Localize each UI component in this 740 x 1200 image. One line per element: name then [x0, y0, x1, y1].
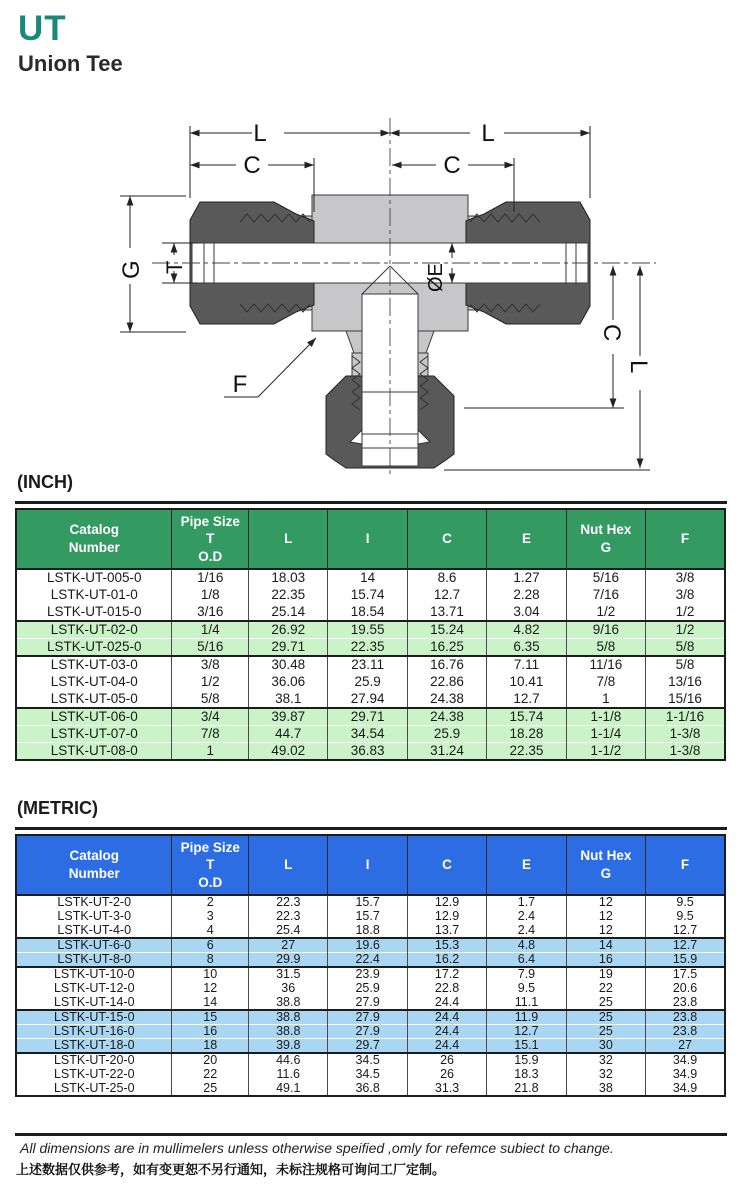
table-cell: 34.9 — [646, 1053, 725, 1068]
table-cell: 9.5 — [646, 895, 725, 910]
table-cell: 12.9 — [407, 910, 486, 924]
table-cell: 32 — [566, 1053, 645, 1068]
table-cell: LSTK-UT-25-0 — [16, 1082, 172, 1097]
table-cell: 6.35 — [487, 639, 566, 657]
table-cell: 10.41 — [487, 674, 566, 691]
table-cell: 25 — [566, 1010, 645, 1025]
table-cell: 1 — [566, 691, 645, 709]
table-cell: 23.9 — [328, 967, 407, 982]
table-cell: 22.35 — [487, 743, 566, 761]
table-cell: 1/8 — [172, 587, 249, 604]
table-cell: 44.7 — [249, 726, 328, 743]
table-cell: 38.1 — [249, 691, 328, 709]
table-cell: LSTK-UT-05-0 — [16, 691, 172, 709]
table-cell: LSTK-UT-025-0 — [16, 639, 172, 657]
table-cell: 32 — [566, 1068, 645, 1082]
column-header: F — [646, 509, 725, 569]
table-row — [16, 569, 725, 587]
table-cell: 1/2 — [566, 604, 645, 622]
table-cell: 30.48 — [249, 656, 328, 674]
table-cell: 9/16 — [566, 621, 645, 639]
column-header: F — [646, 835, 725, 895]
table-cell: 22 — [566, 982, 645, 996]
dim-label-C-right: C — [598, 324, 625, 342]
product-title: Union Tee — [18, 50, 123, 76]
table-cell: 8 — [172, 953, 249, 968]
table-cell: LSTK-UT-15-0 — [16, 1010, 172, 1025]
dim-label-T: T — [162, 260, 187, 274]
table-cell: LSTK-UT-22-0 — [16, 1068, 172, 1082]
table-cell: 27.9 — [328, 996, 407, 1011]
column-header: Catalog Number — [16, 509, 172, 569]
table-cell: 4.8 — [487, 938, 566, 953]
product-code: UT — [18, 9, 67, 48]
table-cell: 1-1/2 — [566, 743, 645, 761]
table-cell: 16.76 — [407, 656, 486, 674]
table-row — [16, 743, 725, 761]
table-cell: 13.71 — [407, 604, 486, 622]
table-cell: 5/8 — [172, 691, 249, 709]
table-cell: 23.11 — [328, 656, 407, 674]
table-cell: 29.71 — [328, 708, 407, 726]
table-cell: 23.8 — [646, 1010, 725, 1025]
table-row — [16, 996, 725, 1011]
table-cell: LSTK-UT-2-0 — [16, 895, 172, 910]
inch-table — [15, 508, 726, 761]
table-cell: 29.7 — [328, 1039, 407, 1054]
table-cell: 14 — [566, 938, 645, 953]
table-cell: 44.6 — [249, 1053, 328, 1068]
table-cell: 36 — [249, 982, 328, 996]
table-cell: 19.6 — [328, 938, 407, 953]
table-cell: 38 — [566, 1082, 645, 1097]
table-cell: 31.3 — [407, 1082, 486, 1097]
table-cell: 18.03 — [249, 569, 328, 587]
table-cell: 1-3/8 — [646, 743, 725, 761]
table-cell: 25 — [566, 1025, 645, 1039]
table-row — [16, 674, 725, 691]
table-cell: 1-1/4 — [566, 726, 645, 743]
table-row — [16, 1082, 725, 1097]
footer-note-en: All dimensions are in mullimelers unless otherwise speified ,omly for refemce subiect to change. — [20, 1140, 614, 1156]
table-cell: 2 — [172, 895, 249, 910]
table-cell: 30 — [566, 1039, 645, 1054]
table-cell: 29.71 — [249, 639, 328, 657]
table-cell: LSTK-UT-12-0 — [16, 982, 172, 996]
table-cell: 12 — [566, 895, 645, 910]
column-header: E — [487, 835, 566, 895]
table-cell: 1/2 — [646, 621, 725, 639]
table-cell: 27.9 — [328, 1010, 407, 1025]
table-row — [16, 910, 725, 924]
table-cell: 17.2 — [407, 967, 486, 982]
table-cell: 22.86 — [407, 674, 486, 691]
table-cell: 24.38 — [407, 708, 486, 726]
table-row — [16, 1039, 725, 1054]
inch-section-label: (INCH) — [17, 472, 73, 492]
table-cell: 9.5 — [646, 910, 725, 924]
metric-table — [15, 834, 726, 1097]
table-row — [16, 587, 725, 604]
table-cell: LSTK-UT-10-0 — [16, 967, 172, 982]
table-cell: 25.9 — [328, 982, 407, 996]
table-cell: 12.7 — [487, 1025, 566, 1039]
table-cell: 15 — [172, 1010, 249, 1025]
table-cell: 5/8 — [646, 639, 725, 657]
table-cell: 38.8 — [249, 996, 328, 1011]
table-row — [16, 726, 725, 743]
table-row — [16, 691, 725, 709]
table-cell: 9.5 — [487, 982, 566, 996]
dim-label-C-top-right: C — [443, 152, 461, 179]
table-cell: 22 — [172, 1068, 249, 1082]
table-cell: 25.9 — [328, 674, 407, 691]
table-row — [16, 1053, 725, 1068]
table-cell: 12.9 — [407, 895, 486, 910]
table-cell: 36.8 — [328, 1082, 407, 1097]
table-row — [16, 708, 725, 726]
table-cell: 27.9 — [328, 1025, 407, 1039]
table-cell: 3 — [172, 910, 249, 924]
table-cell: 1.7 — [487, 895, 566, 910]
metric-section-rule — [15, 827, 727, 830]
table-cell: 3/8 — [646, 569, 725, 587]
table-cell: 26 — [407, 1068, 486, 1082]
table-cell: LSTK-UT-14-0 — [16, 996, 172, 1011]
table-cell: 7.11 — [487, 656, 566, 674]
table-cell: 18.28 — [487, 726, 566, 743]
table-cell: 34.9 — [646, 1082, 725, 1097]
table-cell: LSTK-UT-015-0 — [16, 604, 172, 622]
page-header — [18, 10, 123, 77]
table-cell: 12 — [566, 924, 645, 939]
table-cell: 25 — [566, 996, 645, 1011]
table-cell: 3.04 — [487, 604, 566, 622]
table-cell: 1/4 — [172, 621, 249, 639]
table-cell: 21.8 — [487, 1082, 566, 1097]
table-cell: 16 — [172, 1025, 249, 1039]
table-cell: 22.8 — [407, 982, 486, 996]
table-cell: 29.9 — [249, 953, 328, 968]
table-cell: 25 — [172, 1082, 249, 1097]
table-cell: 22.3 — [249, 910, 328, 924]
table-cell: 22.4 — [328, 953, 407, 968]
table-cell: 18.3 — [487, 1068, 566, 1082]
table-cell: 12.7 — [646, 924, 725, 939]
table-cell: 34.5 — [328, 1068, 407, 1082]
table-cell: 3/4 — [172, 708, 249, 726]
table-row — [16, 953, 725, 968]
table-cell: 15.74 — [328, 587, 407, 604]
table-cell: 10 — [172, 967, 249, 982]
table-cell: 5/16 — [566, 569, 645, 587]
table-cell: 16 — [566, 953, 645, 968]
table-cell: 6.4 — [487, 953, 566, 968]
table-cell: LSTK-UT-07-0 — [16, 726, 172, 743]
dim-label-L-right: L — [625, 360, 652, 374]
table-cell: 1-1/16 — [646, 708, 725, 726]
table-cell: 12 — [566, 910, 645, 924]
table-cell: 20 — [172, 1053, 249, 1068]
table-cell: 18.54 — [328, 604, 407, 622]
table-cell: 15.1 — [487, 1039, 566, 1054]
table-cell: 39.8 — [249, 1039, 328, 1054]
table-cell: 24.4 — [407, 996, 486, 1011]
column-header: C — [407, 835, 486, 895]
table-cell: 17.5 — [646, 967, 725, 982]
table-cell: 15.9 — [487, 1053, 566, 1068]
table-cell: 15.7 — [328, 910, 407, 924]
column-header: Catalog Number — [16, 835, 172, 895]
table-cell: 13.7 — [407, 924, 486, 939]
table-cell: 11.9 — [487, 1010, 566, 1025]
table-cell: 2.4 — [487, 910, 566, 924]
table-cell: 27.94 — [328, 691, 407, 709]
table-cell: 12 — [172, 982, 249, 996]
table-row — [16, 1068, 725, 1082]
table-cell: 26 — [407, 1053, 486, 1068]
table-cell: 5/16 — [172, 639, 249, 657]
table-cell: 2.28 — [487, 587, 566, 604]
table-cell: 13/16 — [646, 674, 725, 691]
table-cell: 16.2 — [407, 953, 486, 968]
table-cell: 3/16 — [172, 604, 249, 622]
table-cell: 31.5 — [249, 967, 328, 982]
union-tee-diagram — [100, 108, 660, 478]
table-cell: 3/8 — [172, 656, 249, 674]
table-cell: 36.83 — [328, 743, 407, 761]
table-row — [16, 604, 725, 622]
table-cell: 8.6 — [407, 569, 486, 587]
table-cell: 1.27 — [487, 569, 566, 587]
table-cell: 1/16 — [172, 569, 249, 587]
table-cell: 49.02 — [249, 743, 328, 761]
table-cell: 1/2 — [172, 674, 249, 691]
table-cell: 15.9 — [646, 953, 725, 968]
table-cell: LSTK-UT-18-0 — [16, 1039, 172, 1054]
table-cell: 34.54 — [328, 726, 407, 743]
footer-rule — [15, 1133, 727, 1136]
table-cell: LSTK-UT-08-0 — [16, 743, 172, 761]
table-row — [16, 967, 725, 982]
table-cell: LSTK-UT-005-0 — [16, 569, 172, 587]
column-header: I — [328, 509, 407, 569]
footer-note-zh: 上述数据仅供参考，如有变更恕不另行通知，未标注规格可询问工厂定制。 — [16, 1162, 446, 1177]
table-cell: 18 — [172, 1039, 249, 1054]
table-cell: 27 — [646, 1039, 725, 1054]
table-row — [16, 639, 725, 657]
table-cell: 26.92 — [249, 621, 328, 639]
table-cell: 38.8 — [249, 1025, 328, 1039]
dim-label-C-top-left: C — [243, 152, 261, 179]
column-header: I — [328, 835, 407, 895]
table-cell: 3/8 — [646, 587, 725, 604]
table-cell: 12.7 — [407, 587, 486, 604]
table-cell: 19 — [566, 967, 645, 982]
table-cell: LSTK-UT-04-0 — [16, 674, 172, 691]
table-cell: 15.74 — [487, 708, 566, 726]
dim-label-F: F — [232, 371, 248, 398]
table-cell: 38.8 — [249, 1010, 328, 1025]
table-cell: 49.1 — [249, 1082, 328, 1097]
table-cell: LSTK-UT-6-0 — [16, 938, 172, 953]
inch-section-rule — [15, 501, 727, 504]
table-cell: 7/8 — [172, 726, 249, 743]
table-cell: 14 — [328, 569, 407, 587]
table-cell: 34.5 — [328, 1053, 407, 1068]
table-cell: LSTK-UT-3-0 — [16, 910, 172, 924]
table-cell: 4.82 — [487, 621, 566, 639]
table-cell: 24.4 — [407, 1010, 486, 1025]
table-cell: 15.24 — [407, 621, 486, 639]
table-cell: 2.4 — [487, 924, 566, 939]
table-cell: 22.35 — [249, 587, 328, 604]
table-cell: 34.9 — [646, 1068, 725, 1082]
table-cell: 14 — [172, 996, 249, 1011]
table-cell: 16.25 — [407, 639, 486, 657]
table-cell: LSTK-UT-16-0 — [16, 1025, 172, 1039]
table-cell: 18.8 — [328, 924, 407, 939]
table-row — [16, 938, 725, 953]
column-header: C — [407, 509, 486, 569]
table-cell: 24.38 — [407, 691, 486, 709]
table-cell: 22.3 — [249, 895, 328, 910]
table-cell: 1-1/8 — [566, 708, 645, 726]
table-cell: 19.55 — [328, 621, 407, 639]
inch-header-row — [16, 509, 725, 569]
column-header: Nut Hex G — [566, 509, 645, 569]
metric-section-label: (METRIC) — [17, 798, 98, 818]
table-cell: 31.24 — [407, 743, 486, 761]
table-cell: LSTK-UT-4-0 — [16, 924, 172, 939]
table-cell: 25.14 — [249, 604, 328, 622]
table-cell: 15.7 — [328, 895, 407, 910]
column-header: L — [249, 509, 328, 569]
table-cell: 15.3 — [407, 938, 486, 953]
table-cell: 11.1 — [487, 996, 566, 1011]
table-cell: 11/16 — [566, 656, 645, 674]
table-cell: 39.87 — [249, 708, 328, 726]
table-cell: 23.8 — [646, 996, 725, 1011]
table-cell: LSTK-UT-06-0 — [16, 708, 172, 726]
table-cell: 24.4 — [407, 1025, 486, 1039]
table-row — [16, 1025, 725, 1039]
table-cell: 15/16 — [646, 691, 725, 709]
table-cell: 20.6 — [646, 982, 725, 996]
table-row — [16, 982, 725, 996]
table-cell: 7/16 — [566, 587, 645, 604]
table-cell: 1-3/8 — [646, 726, 725, 743]
column-header: E — [487, 509, 566, 569]
table-row — [16, 621, 725, 639]
table-cell: 5/8 — [646, 656, 725, 674]
dim-label-OE: ØE — [425, 263, 447, 292]
table-cell: 1 — [172, 743, 249, 761]
metric-header-row — [16, 835, 725, 895]
column-header: Pipe Size T O.D — [172, 509, 249, 569]
dim-label-L-top-right: L — [481, 120, 495, 147]
table-cell: 22.35 — [328, 639, 407, 657]
table-row — [16, 924, 725, 939]
table-cell: 11.6 — [249, 1068, 328, 1082]
table-cell: 7/8 — [566, 674, 645, 691]
table-cell: LSTK-UT-02-0 — [16, 621, 172, 639]
table-cell: 4 — [172, 924, 249, 939]
table-cell: 7.9 — [487, 967, 566, 982]
table-cell: 12.7 — [646, 938, 725, 953]
dim-label-G: G — [118, 260, 145, 279]
table-cell: 1/2 — [646, 604, 725, 622]
table-cell: LSTK-UT-20-0 — [16, 1053, 172, 1068]
column-header: L — [249, 835, 328, 895]
table-row — [16, 895, 725, 910]
column-header: Nut Hex G — [566, 835, 645, 895]
table-cell: LSTK-UT-03-0 — [16, 656, 172, 674]
table-row — [16, 1010, 725, 1025]
table-row — [16, 656, 725, 674]
table-cell: 27 — [249, 938, 328, 953]
table-cell: 23.8 — [646, 1025, 725, 1039]
table-cell: 25.4 — [249, 924, 328, 939]
table-cell: 25.9 — [407, 726, 486, 743]
table-cell: LSTK-UT-8-0 — [16, 953, 172, 968]
table-cell: 12.7 — [487, 691, 566, 709]
table-cell: 6 — [172, 938, 249, 953]
column-header: Pipe Size T O.D — [172, 835, 249, 895]
table-cell: 24.4 — [407, 1039, 486, 1054]
table-cell: LSTK-UT-01-0 — [16, 587, 172, 604]
table-cell: 5/8 — [566, 639, 645, 657]
table-cell: 36.06 — [249, 674, 328, 691]
dim-label-L-top-left: L — [253, 120, 267, 147]
